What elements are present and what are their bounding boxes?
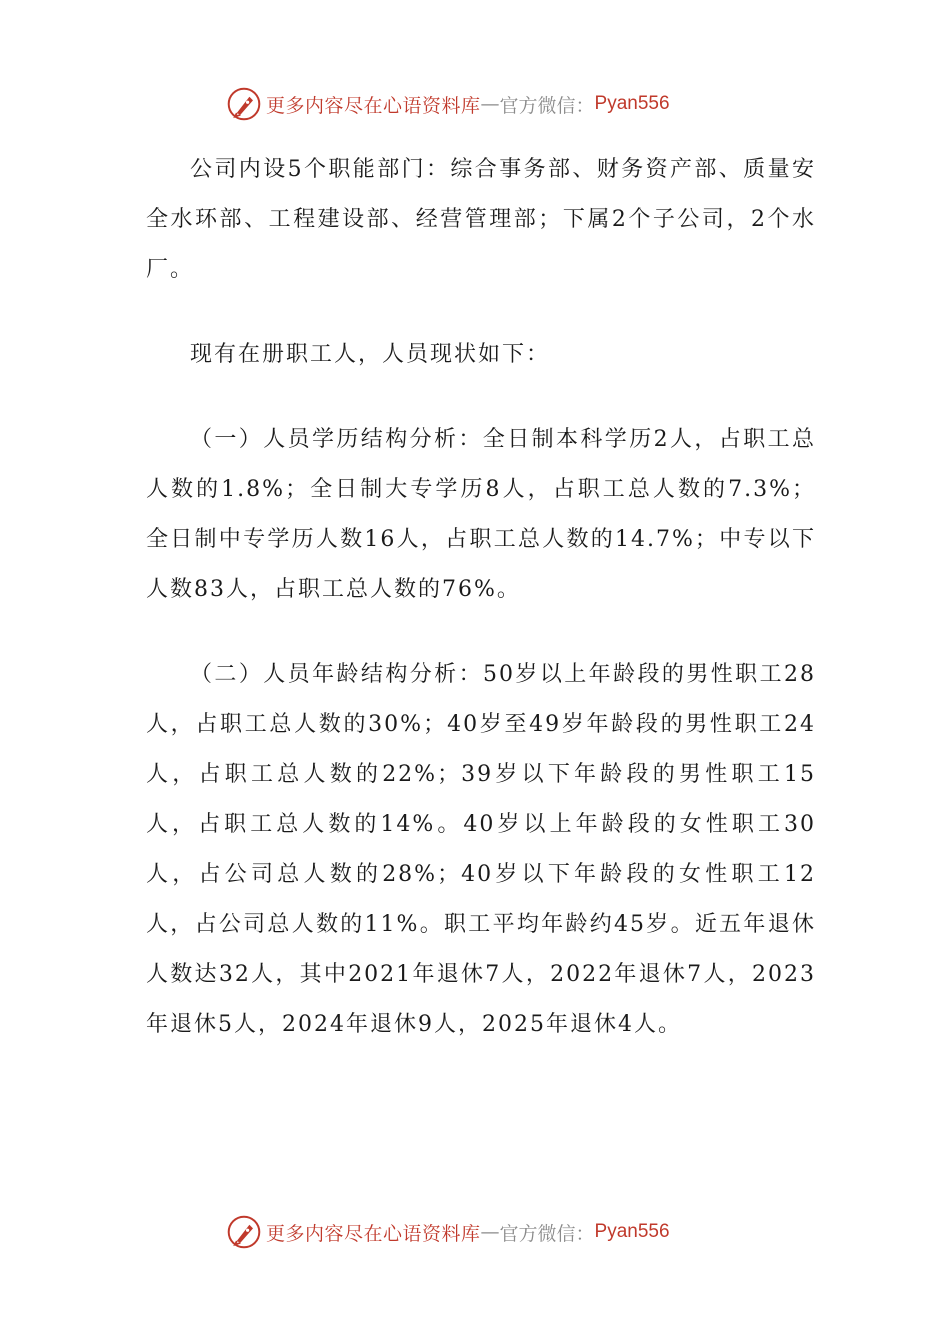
pen-nib-logo-icon	[226, 86, 262, 122]
banner-wechat-id: Pyan556	[594, 1221, 670, 1242]
footer-banner	[226, 1212, 670, 1252]
document-body	[146, 145, 816, 1050]
banner-sub-text: 官方微信：	[499, 94, 595, 117]
banner-main-text: 更多内容尽在心语资料库	[266, 94, 481, 117]
paragraph-staff-intro: 现有在册职工人，人员现状如下：	[190, 342, 551, 367]
banner-dash: —	[480, 93, 500, 115]
paragraph-departments: 公司内设5个职能部门：综合事务部、财务资产部、质量安全水环部、工程建设部、经营管理部；下属2个子公司，2个水厂。	[146, 157, 816, 282]
banner-sub-text: 官方微信：	[499, 1222, 595, 1245]
paragraph-education-structure: （一）人员学历结构分析：全日制本科学历2人，占职工总人数的1.8%；全日制大专学历8人，占职工总人数的7.3%；全日制中专学历人数16人，占职工总人数的14.7%；中专以下人数83人，占职工总人数的76%。	[146, 427, 816, 602]
pen-nib-logo-icon	[226, 1214, 262, 1250]
banner-wechat-id: Pyan556	[594, 93, 670, 114]
header-banner	[226, 84, 670, 124]
paragraph-age-structure: （二）人员年龄结构分析：50岁以上年龄段的男性职工28人，占职工总人数的30%；40岁至49岁年龄段的男性职工24人，占职工总人数的22%；39岁以下年龄段的男性职工15人，占职工总人数的14%。40岁以上年龄段的女性职工30人，占公司总人数的28%；40岁以下年龄段的女性职工12人，占公司总人数的11%。职工平均年龄约45岁。近五年退休人数达32人，其中2021年退休7人，2022年退休7人，2023年退休5人，2024年退休9人，2025年退休4人。	[146, 662, 816, 1037]
banner-dash: —	[480, 1221, 500, 1243]
banner-main-text: 更多内容尽在心语资料库	[266, 1222, 481, 1245]
